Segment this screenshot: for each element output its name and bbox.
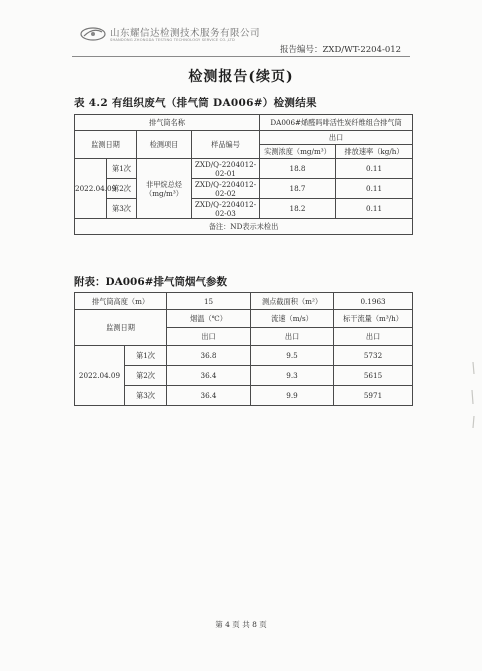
flow-value: 5615 (334, 366, 413, 386)
page-title: 检测报告(续页) (188, 69, 294, 85)
stack-name-value: DA006#烯醛吗啡活性炭纤维组合排气筒 (260, 115, 413, 131)
stack-height-label: 排气筒高度（m） (75, 293, 167, 310)
row-label: 第3次 (107, 199, 137, 219)
temperature-value: 36.8 (167, 346, 251, 366)
outlet-label: 出口 (167, 328, 251, 346)
concentration-value: 18.7 (260, 179, 336, 199)
row-label: 第1次 (107, 159, 137, 179)
table-row (75, 386, 413, 406)
header-outlet: 出口 (260, 131, 413, 145)
outlet-label: 出口 (251, 328, 334, 346)
sample-date: 2022.04.09 (75, 346, 125, 406)
temperature-value: 36.4 (167, 386, 251, 406)
header-date: 监测日期 (75, 310, 167, 346)
test-item: 非甲烷总烃（mg/m³） (137, 159, 192, 219)
exhaust-results-table (74, 114, 413, 235)
outlet-label: 出口 (334, 328, 413, 346)
company-name-en: SHANDONG ZHONGDA TESTING TECHNOLOGY SERVICE CO.,LTD (110, 38, 236, 42)
temperature-value: 36.4 (167, 366, 251, 386)
company-logo (80, 23, 260, 49)
flue-gas-parameters-table (74, 292, 413, 406)
table2-title: 附表：DA006#排气筒烟气参数 (74, 276, 227, 288)
table1-title: 表 4.2 有组织废气（排气筒 DA006#）检测结果 (74, 97, 317, 109)
row-label: 第2次 (107, 179, 137, 199)
section-area-value: 0.1963 (334, 293, 413, 310)
rate-value: 0.11 (336, 179, 413, 199)
flow-value: 5732 (334, 346, 413, 366)
report-number: 报告编号：ZXD/WT-2204-012 (280, 45, 402, 55)
header-sample: 样品编号 (192, 131, 260, 159)
sample-id: ZXD/Q-2204012-02-02 (192, 179, 260, 199)
flow-value: 5971 (334, 386, 413, 406)
header-temperature: 烟温（℃） (167, 310, 251, 328)
header-concentration: 实测浓度（mg/m³） (260, 145, 336, 159)
company-logo-icon (80, 26, 106, 42)
header-item: 检测项目 (137, 131, 192, 159)
page-footer: 第 4 页 共 8 页 (215, 620, 267, 629)
velocity-value: 9.3 (251, 366, 334, 386)
row-label: 第2次 (125, 366, 167, 386)
row-label: 第1次 (125, 346, 167, 366)
stack-name-label: 排气筒名称 (75, 115, 260, 131)
table-row (75, 346, 413, 366)
rate-value: 0.11 (336, 199, 413, 219)
table-row (75, 366, 413, 386)
sample-id: ZXD/Q-2204012-02-01 (192, 159, 260, 179)
stack-height-value: 15 (167, 293, 251, 310)
concentration-value: 18.8 (260, 159, 336, 179)
velocity-value: 9.5 (251, 346, 334, 366)
rate-value: 0.11 (336, 159, 413, 179)
sample-date: 2022.04.09 (75, 159, 107, 219)
table-note: 备注：ND表示未检出 (75, 219, 413, 235)
table-row (75, 199, 413, 219)
concentration-value: 18.2 (260, 199, 336, 219)
header-divider (72, 56, 410, 57)
header-date: 监测日期 (75, 131, 137, 159)
table-row (75, 159, 413, 179)
sample-id: ZXD/Q-2204012-02-03 (192, 199, 260, 219)
company-name-cn: 山东耀信达检测技术服务有限公司 (110, 28, 261, 39)
header-rate: 排放速率（kg/h） (336, 145, 413, 159)
velocity-value: 9.9 (251, 386, 334, 406)
scan-edge-mark (470, 360, 476, 430)
header-velocity: 流速（m/s） (251, 310, 334, 328)
header-flow: 标干流量（m³/h） (334, 310, 413, 328)
row-label: 第3次 (125, 386, 167, 406)
section-area-label: 测点截面积（m²） (251, 293, 334, 310)
table-row (75, 179, 413, 199)
